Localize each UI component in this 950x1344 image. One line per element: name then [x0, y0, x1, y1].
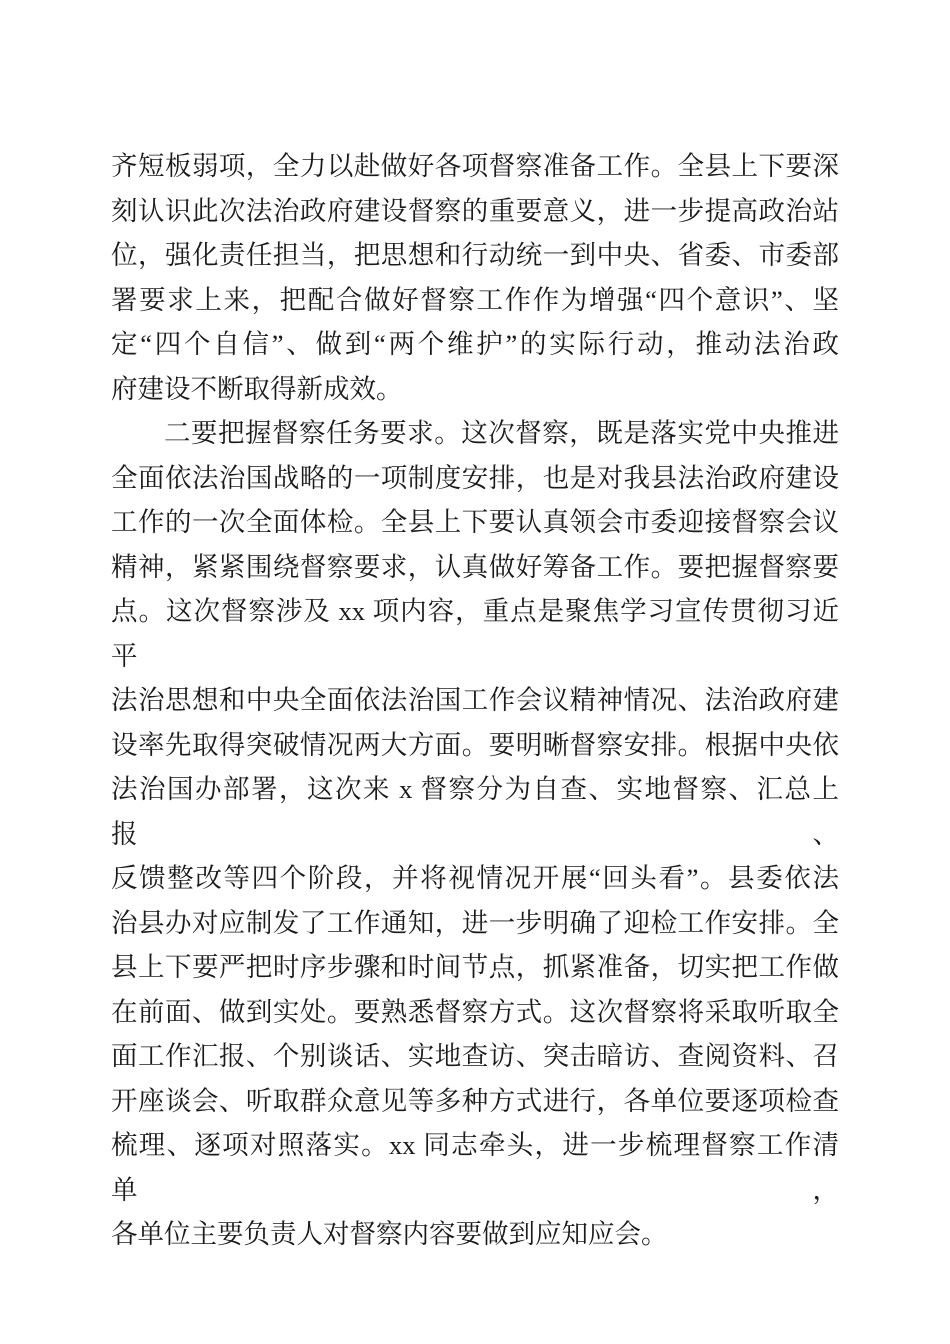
text-line: 位，强化责任担当，把思想和行动统一到中央、省委、市委部 — [111, 240, 839, 270]
text-line: 面工作汇报、个别谈话、实地查访、突击暗访、查阅资料、召 — [111, 1041, 839, 1071]
text-line: 齐短板弱项，全力以赴做好各项督察准备工作。全县上下要深 — [111, 151, 839, 181]
paragraph-inspection-task-requirements — [111, 411, 839, 1257]
text-line: 工作的一次全面体检。全县上下要认真领会市委迎接督察会议 — [111, 507, 839, 537]
text-line: 开座谈会、听取群众意见等多种方式进行，各单位要逐项检查 — [111, 1085, 839, 1116]
paragraph-inspection-significance — [111, 144, 839, 411]
text-line: 全面依法治国战略的一项制度安排，也是对我县法治政府建设 — [111, 462, 839, 493]
text-line: 法治国办部署，这次来 x 督察分为自查、实地督察、汇总上报、 — [111, 774, 839, 849]
text-line: 精神，紧紧围绕督察要求，认真做好筹备工作。要把握督察要 — [111, 551, 839, 582]
text-line: 各单位主要负责人对督察内容要做到应知应会。 — [111, 1219, 668, 1249]
text-line: 署要求上来，把配合做好督察工作作为增强“四个意识”、坚 — [111, 284, 839, 315]
text-line: 刻认识此次法治政府建设督察的重要意义，进一步提高政治站 — [111, 195, 839, 226]
text-line: 府建设不断取得新成效。 — [111, 373, 403, 404]
text-line: 法治思想和中央全面依法治国工作会议精神情况、法治政府建 — [111, 685, 839, 715]
document-body-text — [111, 144, 839, 1257]
text-line: 二要把握督察任务要求。这次督察，既是落实党中央推进 — [164, 418, 839, 448]
text-line: 在前面、做到实处。要熟悉督察方式。这次督察将采取听取全 — [111, 996, 839, 1027]
text-line: 反馈整改等四个阶段，并将视情况开展“回头看”。县委依法 — [111, 863, 839, 893]
text-line: 点。这次督察涉及 xx 项内容，重点是聚焦学习宣传贯彻习近平 — [111, 596, 839, 671]
text-line: 治县办对应制发了工作通知，进一步明确了迎检工作安排。全 — [111, 907, 839, 938]
text-line: 梳理、逐项对照落实。xx 同志牵头，进一步梳理督察工作清单， — [111, 1130, 839, 1205]
text-line: 定“四个自信”、做到“两个维护”的实际行动，推动法治政 — [111, 329, 839, 359]
text-line: 县上下要严把时序步骤和时间节点，抓紧准备，切实把工作做 — [111, 952, 839, 982]
text-line: 设率先取得突破情况两大方面。要明晰督察安排。根据中央依 — [111, 729, 839, 760]
